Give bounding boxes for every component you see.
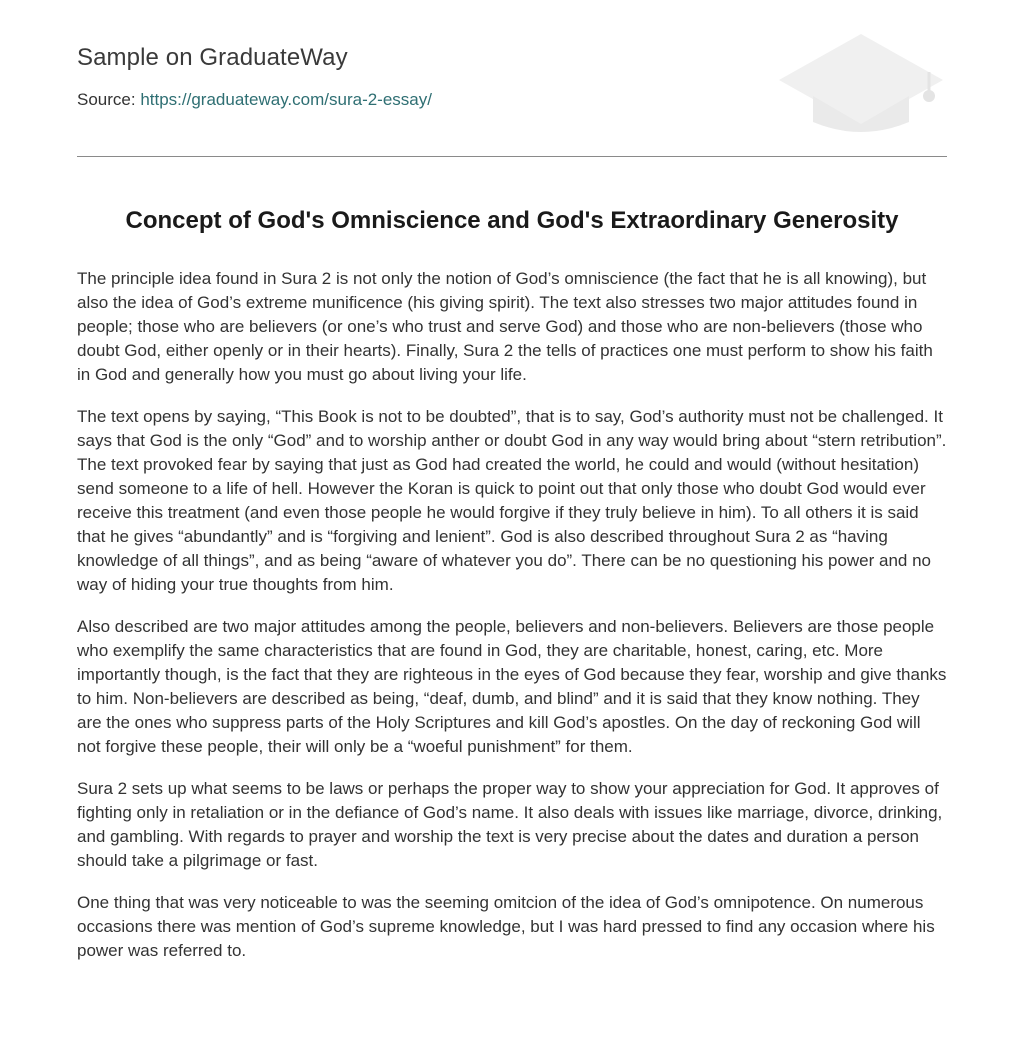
- essay-body: [77, 267, 947, 963]
- paragraph: Also described are two major attitudes among the people, believers and non-believers. Believers are those people who exemplify the same characteristics that are found in God, they are charitable, honest, caring, etc. More importantly though, is the fact that they are righteous in the eyes of God because they fear, worship and give thanks to him. Non-believers are described as being, “deaf, dumb, and blind” and it is said that they know nothing. They are the ones who suppress parts of the Holy Scriptures and kill God’s apostles. On the day of reckoning God will not forgive these people, their will only be a “woeful punishment” for them.: [77, 617, 947, 756]
- paragraph: The text opens by saying, “This Book is not to be doubted”, that is to say, God’s authority must not be challenged. It says that God is the only “God” and to worship anther or doubt God in any way would bring about “stern retribution”. The text provoked fear by saying that just as God had created the world, he could and would (without hesitation) send someone to a life of hell. However the Koran is quick to point out that only those who doubt God would ever receive this treatment (and even those people he would forgive if they truly believe in him). To all others it is said that he gives “abundantly” and is “forgiving and lenient”. God is also described throughout Sura 2 as “having knowledge of all things”, and as being “aware of whatever you do”. There can be no questioning his power and no way of hiding your true thoughts from him.: [77, 407, 947, 594]
- source-link[interactable]: https://graduateway.com/sura-2-essay/: [140, 90, 432, 109]
- paragraph: The principle idea found in Sura 2 is not only the notion of God’s omniscience (the fact that he is all knowing), but also the idea of God’s extreme munificence (his giving spirit). The text also stresses two major attitudes found in people; those who are believers (or one’s who trust and serve God) and those who are non-believers (those who doubt God, either openly or in their hearts). Finally, Sura 2 the tells of practices one must perform to show his faith in God and generally how you must go about living your life.: [77, 269, 933, 384]
- page-header: [77, 0, 947, 157]
- source-line: [77, 90, 432, 110]
- source-label: Source:: [77, 90, 136, 109]
- page: [77, 0, 947, 981]
- graduation-cap-icon: [779, 30, 947, 134]
- document-title: Concept of God's Omniscience and God's Extraordinary Generosity: [125, 207, 899, 234]
- paragraph: Sura 2 sets up what seems to be laws or perhaps the proper way to show your appreciation for God. It approves of fighting only in retaliation or in the defiance of God’s name. It also deals with issues like marriage, divorce, drinking, and gambling. With regards to prayer and worship the text is very precise about the dates and duration a person should take a pilgrimage or fast.: [77, 779, 943, 870]
- paragraph: One thing that was very noticeable to was the seeming omitcion of the idea of God’s omnipotence. On numerous occasions there was mention of God’s supreme knowledge, but I was hard pressed to find any occasion where his power was referred to.: [77, 893, 935, 960]
- site-title: Sample on GraduateWay: [77, 44, 348, 71]
